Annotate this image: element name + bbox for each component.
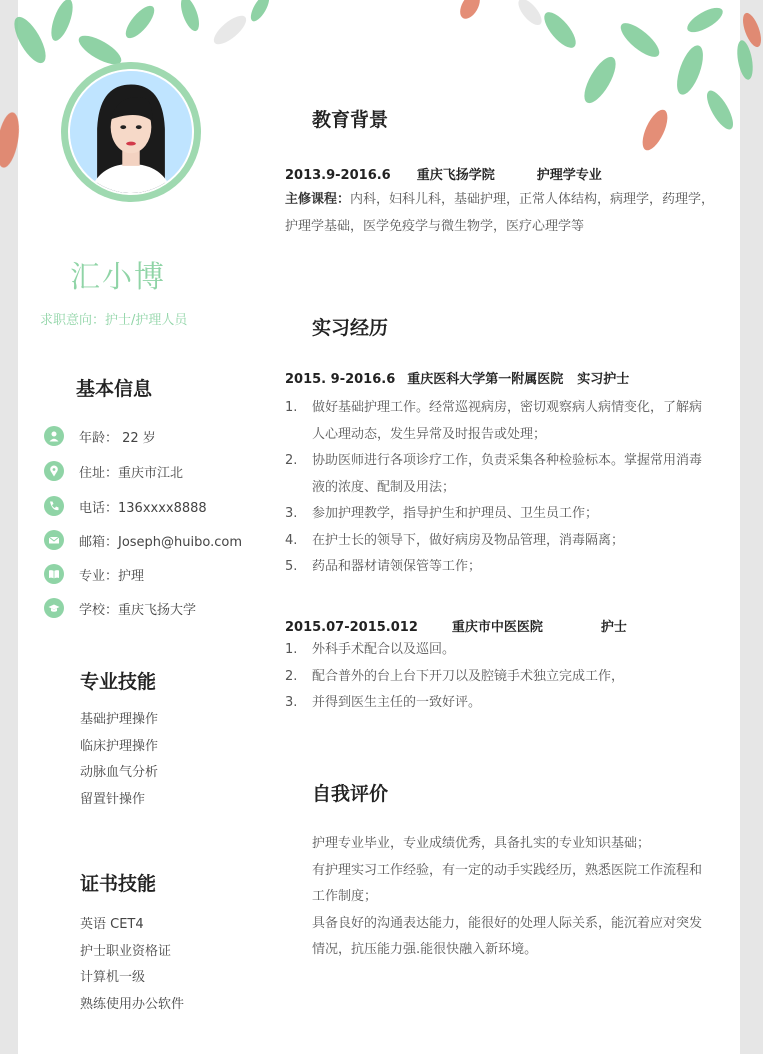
info-major-text: 专业：护理 [79, 568, 145, 584]
list-item: 4. 在护士长的领导下，做好病房及物品管理，消毒隔离； [285, 532, 625, 548]
list-item: 3. 并得到医生主任的一致好评。 [285, 695, 482, 710]
candidate-name: 汇小博 [70, 260, 166, 295]
self-eval-line: 工作制度； [312, 889, 378, 904]
skill-item: 临床护理操作 [80, 738, 159, 754]
location-icon [44, 461, 64, 481]
info-major [44, 563, 144, 585]
certificates-list [80, 912, 184, 1018]
self-eval-line: 情况，抗压能力强.能很快融入新环境。 [312, 942, 538, 957]
phone-icon [44, 496, 64, 516]
self-eval-line: 具备良好的沟通表达能力，能很好的处理人际关系，能沉着应对突发 [312, 915, 703, 931]
person-icon [44, 426, 64, 446]
certificate-item: 计算机一级 [80, 970, 146, 985]
job-1-role: 实习护士 [577, 372, 630, 387]
self-eval-line: 护理专业毕业，专业成绩优秀，具备扎实的专业知识基础； [312, 836, 651, 851]
list-item: 1. 外科手术配合以及巡回。 [285, 642, 456, 657]
book-icon [44, 564, 64, 584]
email-icon [44, 530, 64, 550]
info-email [44, 529, 242, 551]
info-address-text: 住址：重庆市江北 [79, 465, 184, 481]
job-2-duties [285, 637, 725, 717]
skill-item: 留置针操作 [80, 791, 146, 807]
internship-heading: 实习经历 [312, 317, 389, 339]
courses-line-2: 护理学基础，医学免疫学与微生物学，医疗心理学等 [285, 218, 585, 234]
certificate-item: 护士职业资格证 [80, 943, 172, 959]
certificates-heading: 证书技能 [80, 873, 157, 895]
job-1-org: 重庆医科大学第一附属医院 [407, 372, 564, 387]
courses-line-1: 内科，妇科儿科，基础护理，正常人体结构，病理学，药理学， [350, 192, 715, 207]
info-phone [44, 495, 207, 517]
avatar [68, 69, 194, 195]
education-period: 2013.9-2016.6 [285, 168, 391, 183]
job-2-header [285, 616, 627, 635]
education-heading: 教育背景 [312, 109, 389, 131]
skills-heading: 专业技能 [80, 671, 157, 693]
certificate-item: 熟练使用办公软件 [80, 996, 185, 1012]
info-age [44, 425, 156, 447]
info-school [44, 597, 196, 619]
skill-item: 动脉血气分析 [80, 765, 159, 780]
info-address [44, 460, 183, 482]
info-age-text: 年龄： 22 岁 [79, 430, 156, 446]
list-item: 2. 配合普外的台上台下开刀以及腔镜手术独立完成工作， [285, 668, 625, 684]
list-item: 1. 做好基础护理工作。经常巡视病房，密切观察病人病情变化，了解病 人心理动态，发生异常及时报告或处理； [285, 400, 703, 442]
courses-label: 主修课程： [285, 192, 351, 207]
education-courses [285, 187, 735, 240]
education-major: 护理学专业 [536, 168, 602, 183]
job-2-period: 2015.07-2015.012 [285, 620, 418, 635]
self-eval-heading: 自我评价 [312, 783, 389, 805]
job-2-org: 重庆市中医医院 [451, 620, 543, 635]
list-item: 5. 药品和器材请领保管等工作； [285, 559, 482, 574]
skill-item: 基础护理操作 [80, 712, 159, 727]
info-school-text: 学校：重庆飞扬大学 [79, 602, 197, 618]
basic-info-heading: 基本信息 [76, 378, 153, 400]
list-item: 3. 参加护理教学，指导护生和护理员、卫生员工作； [285, 506, 599, 521]
list-item: 2. 协助医师进行各项诊疗工作，负责采集各种检验标本。掌握常用消毒 液的浓度、配制及用法； [285, 453, 703, 495]
info-phone-text: 电话：136xxxx8888 [79, 500, 207, 516]
skills-list [80, 707, 158, 813]
education-school: 重庆飞扬学院 [416, 168, 495, 183]
self-eval-line: 有护理实习工作经验，有一定的动手实践经历，熟悉医院工作流程和 [312, 862, 703, 878]
info-email-text: 邮箱：Joseph@huibo.com [79, 534, 243, 550]
education-entry [285, 164, 602, 183]
graduation-cap-icon [44, 598, 64, 618]
job-2-role: 护士 [600, 620, 627, 635]
self-eval-text [312, 831, 732, 964]
job-1-header [285, 368, 629, 387]
job-1-duties [285, 395, 725, 581]
job-1-period: 2015. 9-2016.6 [285, 372, 396, 387]
certificate-item: 英语 CET4 [80, 917, 144, 932]
job-objective: 求职意向：护士/护理人员 [40, 313, 188, 328]
